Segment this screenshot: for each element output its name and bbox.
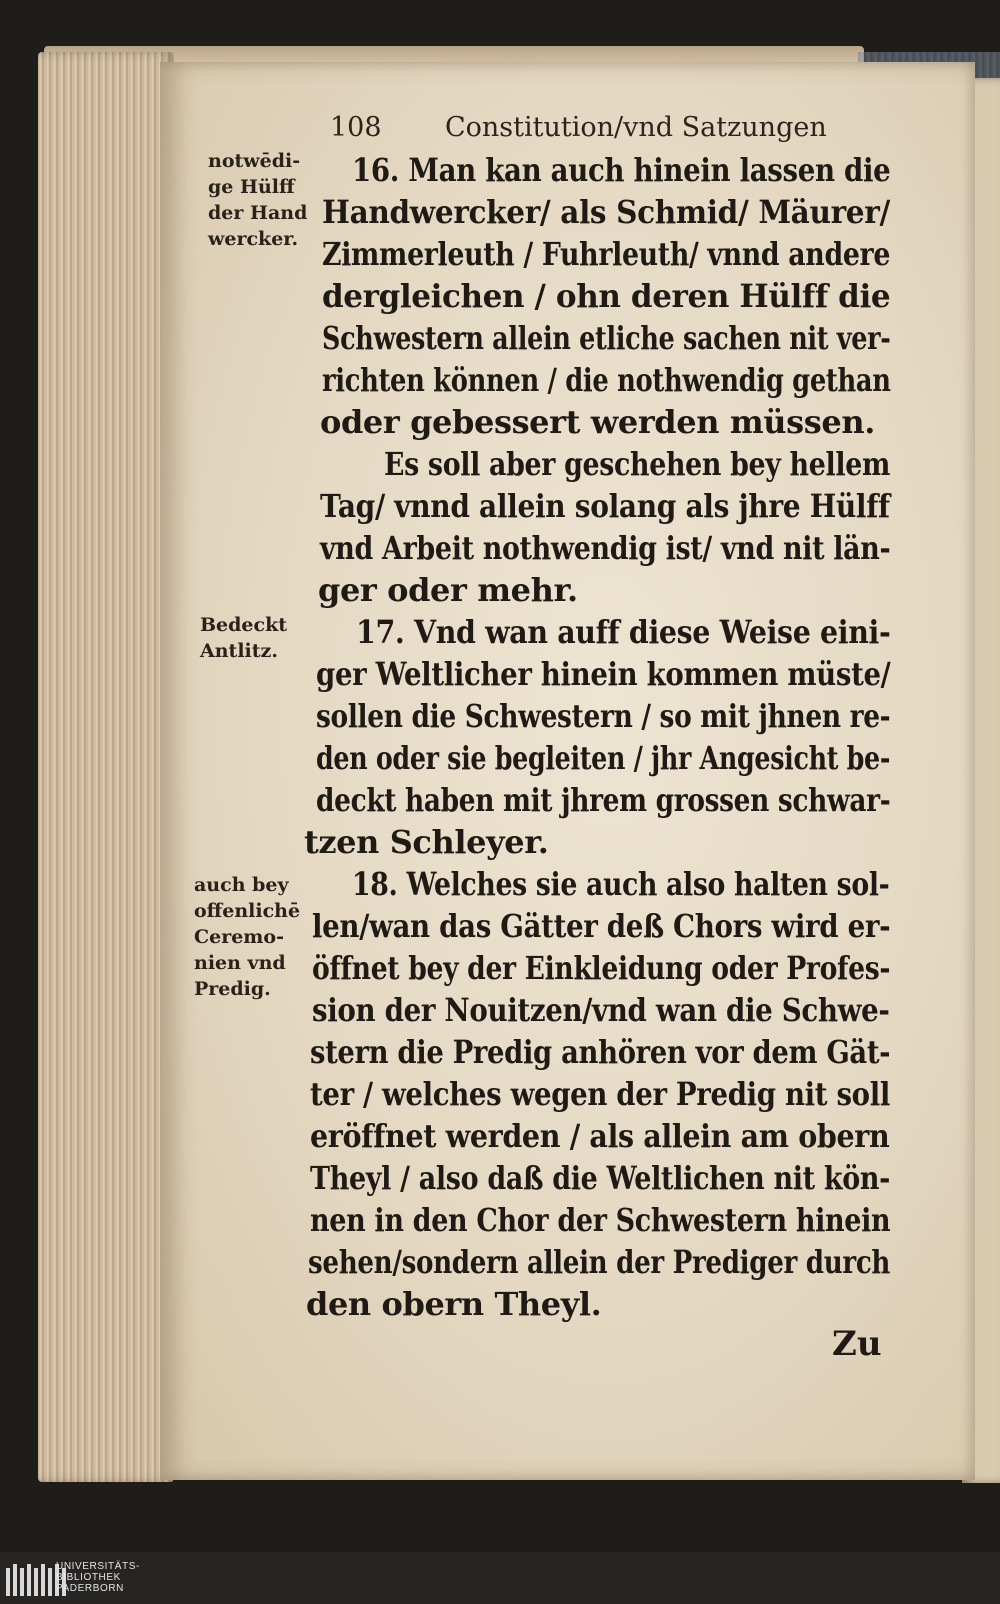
body-line: stern die Predig anhören vor dem Gät- [310,1033,891,1071]
margin-note-face [200,612,287,664]
body-line: nen in den Chor der Schwestern hinein [310,1201,891,1239]
body-line: 18. Welches sie auch also halten sol- [352,865,890,903]
body-line: dergleichen / ohn deren Hülff die [322,277,891,315]
body-line: Schwestern allein etliche sachen nit ver- [322,319,891,357]
body-line: ger Weltlicher hinein kommen müste/ [316,655,891,693]
body-line: deckt haben mit jhrem grossen schwar- [316,781,891,819]
body-line: Theyl / also daß die Weltlichen nit kön- [310,1159,890,1197]
body-line: eröffnet werden / als allein am obern [310,1117,890,1155]
book-page-edges [38,52,174,1482]
body-line: sehen/sondern allein der Prediger durch [308,1243,891,1281]
margin-note-line: notwēdi- [208,150,301,172]
catchword: Zu [832,1324,882,1364]
body-line: 16. Man kan auch hinein lassen die [352,151,891,189]
body-line: Es soll aber geschehen bey hellem [384,445,891,483]
margin-note-line: Predig. [194,978,271,1000]
margin-note-helpers [208,148,307,252]
margin-note-line: offenlichē [194,900,301,922]
margin-note-line: Bedeckt [200,614,288,636]
body-line: sollen die Schwestern / so mit jhnen re- [316,697,891,735]
margin-note-line: auch bey [194,874,289,896]
body-line: oder gebessert werden müssen. [320,403,875,441]
body-line: richten können / die nothwendig gethan [322,361,891,399]
body-line: Zimmerleuth / Fuhrleuth/ vnnd andere [322,235,891,273]
body-line: sion der Nouitzen/vnd wan die Schwe- [312,991,890,1029]
margin-note-line: nien vnd [194,952,286,974]
body-line: 17. Vnd wan auff diese Weise eini- [356,613,891,651]
margin-note-line: der Hand [208,202,308,224]
body-line: ter / welches wegen der Predig nit soll [310,1075,890,1113]
body-line: den oder sie begleiten / jhr Angesicht be- [316,739,891,777]
library-name [56,1561,140,1594]
margin-note-line: Antlitz. [200,640,278,662]
margin-note-line: Ceremo- [194,926,284,948]
body-line: den obern Theyl. [306,1285,602,1323]
page-header [0,112,1000,152]
body-line: tzen Schleyer. [304,823,549,861]
body-line: öffnet bey der Einkleidung oder Profes- [312,949,891,987]
margin-note-line: wercker. [208,228,299,250]
body-line: Tag/ vnnd allein solang als jhre Hülff [320,487,890,525]
body-line: ger oder mehr. [318,571,578,609]
library-name-line: PADERBORN [56,1583,125,1594]
library-name-line: BIBLIOTHEK [56,1572,121,1583]
body-line: len/wan das Gätter deß Chors wird er- [312,907,891,945]
body-line: Handwercker/ als Schmid/ Mäurer/ [322,193,890,231]
library-name-line: UNIVERSITÄTS- [56,1561,140,1572]
margin-note-line: ge Hülff [208,176,295,198]
running-title: Constitution/vnd Satzungen [445,112,827,143]
page-number: 108 [330,112,382,143]
body-line: vnd Arbeit nothwendig ist/ vnd nit län- [320,529,891,567]
library-footer [0,1552,1000,1604]
margin-note-ceremonies [194,872,300,1002]
